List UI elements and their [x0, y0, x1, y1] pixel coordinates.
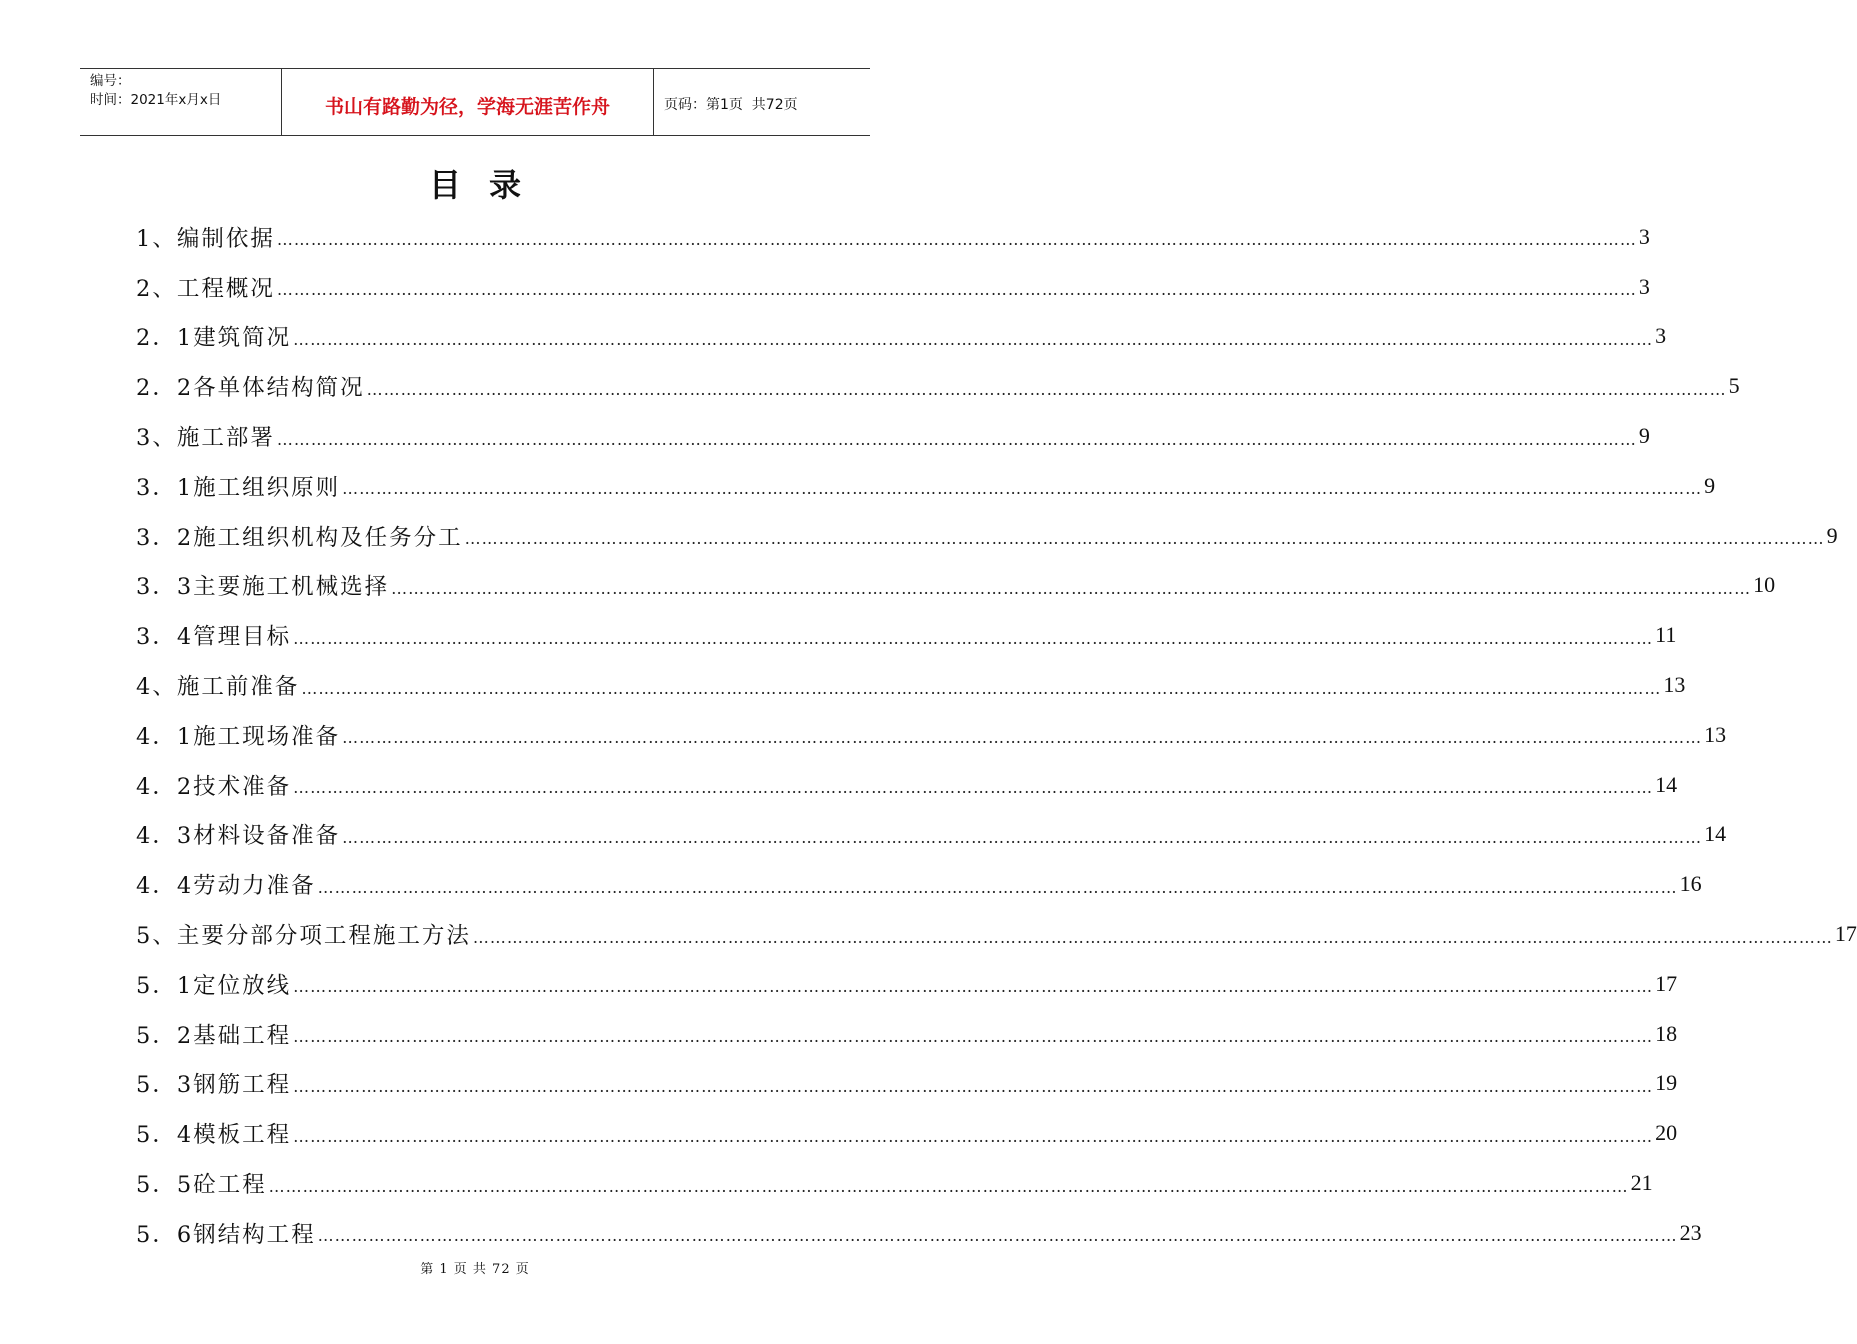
- toc-entry-label: 4．4劳动力准备: [136, 873, 316, 900]
- toc-entry-label: 3．1施工组织原则: [136, 474, 341, 501]
- toc-entry-label: 5．5砼工程: [136, 1172, 267, 1199]
- toc-entry-label: 4．3材料设备准备: [136, 823, 341, 850]
- toc-entry-page-number: 14: [1704, 821, 1727, 847]
- toc-leader-dots: ……………………………………………………………………………………………………………………………………………………………………………………………………………………: [301, 678, 1662, 698]
- toc-leader-dots: ……………………………………………………………………………………………………………………………………………………………………………………………………………………: [293, 1076, 1654, 1096]
- toc-leader-dots: ……………………………………………………………………………………………………………………………………………………………………………………………………………………: [276, 230, 1637, 250]
- toc-entry-label: 3、施工部署: [136, 425, 275, 452]
- toc-leader-dots: ……………………………………………………………………………………………………………………………………………………………………………………………………………………: [472, 927, 1833, 947]
- toc-leader-dots: ……………………………………………………………………………………………………………………………………………………………………………………………………………………: [342, 827, 1703, 847]
- toc-entry[interactable]: [136, 461, 1716, 511]
- toc-entry-page-number: 13: [1704, 721, 1727, 747]
- toc-entry[interactable]: [136, 760, 1678, 810]
- toc-entry-label: 5．2基础工程: [136, 1022, 292, 1049]
- document-time-label: 时间：2021年x月x日: [90, 92, 222, 108]
- header-motto: 书山有路勤为径，学海无涯苦作舟: [282, 69, 654, 135]
- toc-leader-dots: ……………………………………………………………………………………………………………………………………………………………………………………………………………………: [293, 778, 1654, 798]
- toc-entry-label: 3．3主要施工机械选择: [136, 574, 390, 601]
- toc-entry[interactable]: [136, 1059, 1678, 1109]
- toc-entry-page-number: 9: [1826, 522, 1838, 548]
- toc-entry-page-number: 3: [1638, 223, 1650, 249]
- toc-entry-label: 2．1建筑简况: [136, 325, 292, 352]
- toc-entry[interactable]: [136, 1009, 1678, 1059]
- toc-leader-dots: ……………………………………………………………………………………………………………………………………………………………………………………………………………………: [366, 379, 1727, 399]
- toc-leader-dots: ……………………………………………………………………………………………………………………………………………………………………………………………………………………: [293, 329, 1654, 349]
- page-title: 目录: [428, 166, 549, 204]
- toc-entry-page-number: 16: [1679, 871, 1702, 897]
- page-footer: 第 1 页 共 72 页: [420, 1262, 530, 1277]
- toc-entry[interactable]: [136, 1108, 1678, 1158]
- toc-leader-dots: ……………………………………………………………………………………………………………………………………………………………………………………………………………………: [268, 1176, 1629, 1196]
- toc-entry[interactable]: [136, 1208, 1702, 1258]
- toc-leader-dots: ……………………………………………………………………………………………………………………………………………………………………………………………………………………: [464, 529, 1825, 549]
- toc-entry-page-number: 13: [1663, 672, 1686, 698]
- toc-entry-label: 2、工程概况: [136, 275, 275, 302]
- toc-entry-page-number: 3: [1655, 323, 1667, 349]
- toc-leader-dots: ……………………………………………………………………………………………………………………………………………………………………………………………………………………: [317, 1226, 1678, 1246]
- toc-entry-page-number: 9: [1638, 423, 1650, 449]
- toc-entry-label: 5．3钢筋工程: [136, 1072, 292, 1099]
- toc-entry[interactable]: [136, 411, 1650, 461]
- toc-entry[interactable]: [136, 1158, 1653, 1208]
- toc-entry-page-number: 23: [1679, 1219, 1702, 1245]
- toc-entry[interactable]: [136, 312, 1667, 362]
- toc-entry-label: 5．1定位放线: [136, 972, 292, 999]
- toc-entry-page-number: 19: [1655, 1070, 1678, 1096]
- toc-entry-page-number: 14: [1655, 771, 1678, 797]
- toc-entry[interactable]: [136, 511, 1838, 561]
- toc-entry[interactable]: [136, 859, 1702, 909]
- toc-entry-label: 3．2施工组织机构及任务分工: [136, 524, 463, 551]
- toc-leader-dots: ……………………………………………………………………………………………………………………………………………………………………………………………………………………: [317, 877, 1678, 897]
- toc-entry[interactable]: [136, 909, 1857, 959]
- toc-leader-dots: ……………………………………………………………………………………………………………………………………………………………………………………………………………………: [391, 578, 1752, 598]
- toc-leader-dots: ……………………………………………………………………………………………………………………………………………………………………………………………………………………: [342, 728, 1703, 748]
- document-number-label: 编号：: [90, 73, 131, 89]
- toc-entry-page-number: 5: [1728, 373, 1740, 399]
- header-page-info: [654, 69, 870, 135]
- toc-entry-page-number: 21: [1630, 1170, 1653, 1196]
- toc-entry-label: 5．4模板工程: [136, 1122, 292, 1149]
- header-meta: [80, 69, 282, 135]
- toc-entry-page-number: 17: [1834, 921, 1857, 947]
- toc-entry-label: 1、编制依据: [136, 225, 275, 252]
- toc-entry-page-number: 20: [1655, 1120, 1678, 1146]
- header-page-info-text: 页码：第1页 共72页: [664, 97, 798, 113]
- toc-entry[interactable]: [136, 810, 1727, 860]
- toc-entry[interactable]: [136, 212, 1650, 262]
- table-of-contents: [136, 212, 1857, 1258]
- toc-entry-page-number: 10: [1753, 572, 1776, 598]
- toc-entry[interactable]: [136, 660, 1686, 710]
- toc-entry[interactable]: [136, 610, 1677, 660]
- toc-entry[interactable]: [136, 262, 1650, 312]
- toc-entry-label: 5、主要分部分项工程施工方法: [136, 923, 471, 950]
- toc-entry-page-number: 9: [1704, 472, 1716, 498]
- page-header: [80, 68, 870, 136]
- toc-leader-dots: ……………………………………………………………………………………………………………………………………………………………………………………………………………………: [293, 1027, 1654, 1047]
- toc-leader-dots: ……………………………………………………………………………………………………………………………………………………………………………………………………………………: [276, 280, 1637, 300]
- toc-entry-label: 4、施工前准备: [136, 674, 300, 701]
- toc-leader-dots: ……………………………………………………………………………………………………………………………………………………………………………………………………………………: [276, 429, 1637, 449]
- toc-entry-page-number: 11: [1655, 622, 1677, 648]
- toc-leader-dots: ……………………………………………………………………………………………………………………………………………………………………………………………………………………: [293, 1126, 1654, 1146]
- toc-entry-page-number: 3: [1638, 273, 1650, 299]
- toc-entry-label: 3．4管理目标: [136, 624, 292, 651]
- toc-entry-label: 4．1施工现场准备: [136, 723, 341, 750]
- toc-entry-label: 5．6钢结构工程: [136, 1221, 316, 1248]
- toc-leader-dots: ……………………………………………………………………………………………………………………………………………………………………………………………………………………: [293, 628, 1654, 648]
- toc-entry-page-number: 18: [1655, 1020, 1678, 1046]
- toc-entry[interactable]: [136, 361, 1740, 411]
- toc-leader-dots: ……………………………………………………………………………………………………………………………………………………………………………………………………………………: [342, 479, 1703, 499]
- toc-leader-dots: ……………………………………………………………………………………………………………………………………………………………………………………………………………………: [293, 977, 1654, 997]
- toc-entry-page-number: 17: [1655, 970, 1678, 996]
- toc-entry-label: 2．2各单体结构简况: [136, 375, 365, 402]
- toc-entry[interactable]: [136, 959, 1678, 1009]
- toc-entry[interactable]: [136, 710, 1727, 760]
- toc-entry-label: 4．2技术准备: [136, 773, 292, 800]
- toc-entry[interactable]: [136, 561, 1776, 611]
